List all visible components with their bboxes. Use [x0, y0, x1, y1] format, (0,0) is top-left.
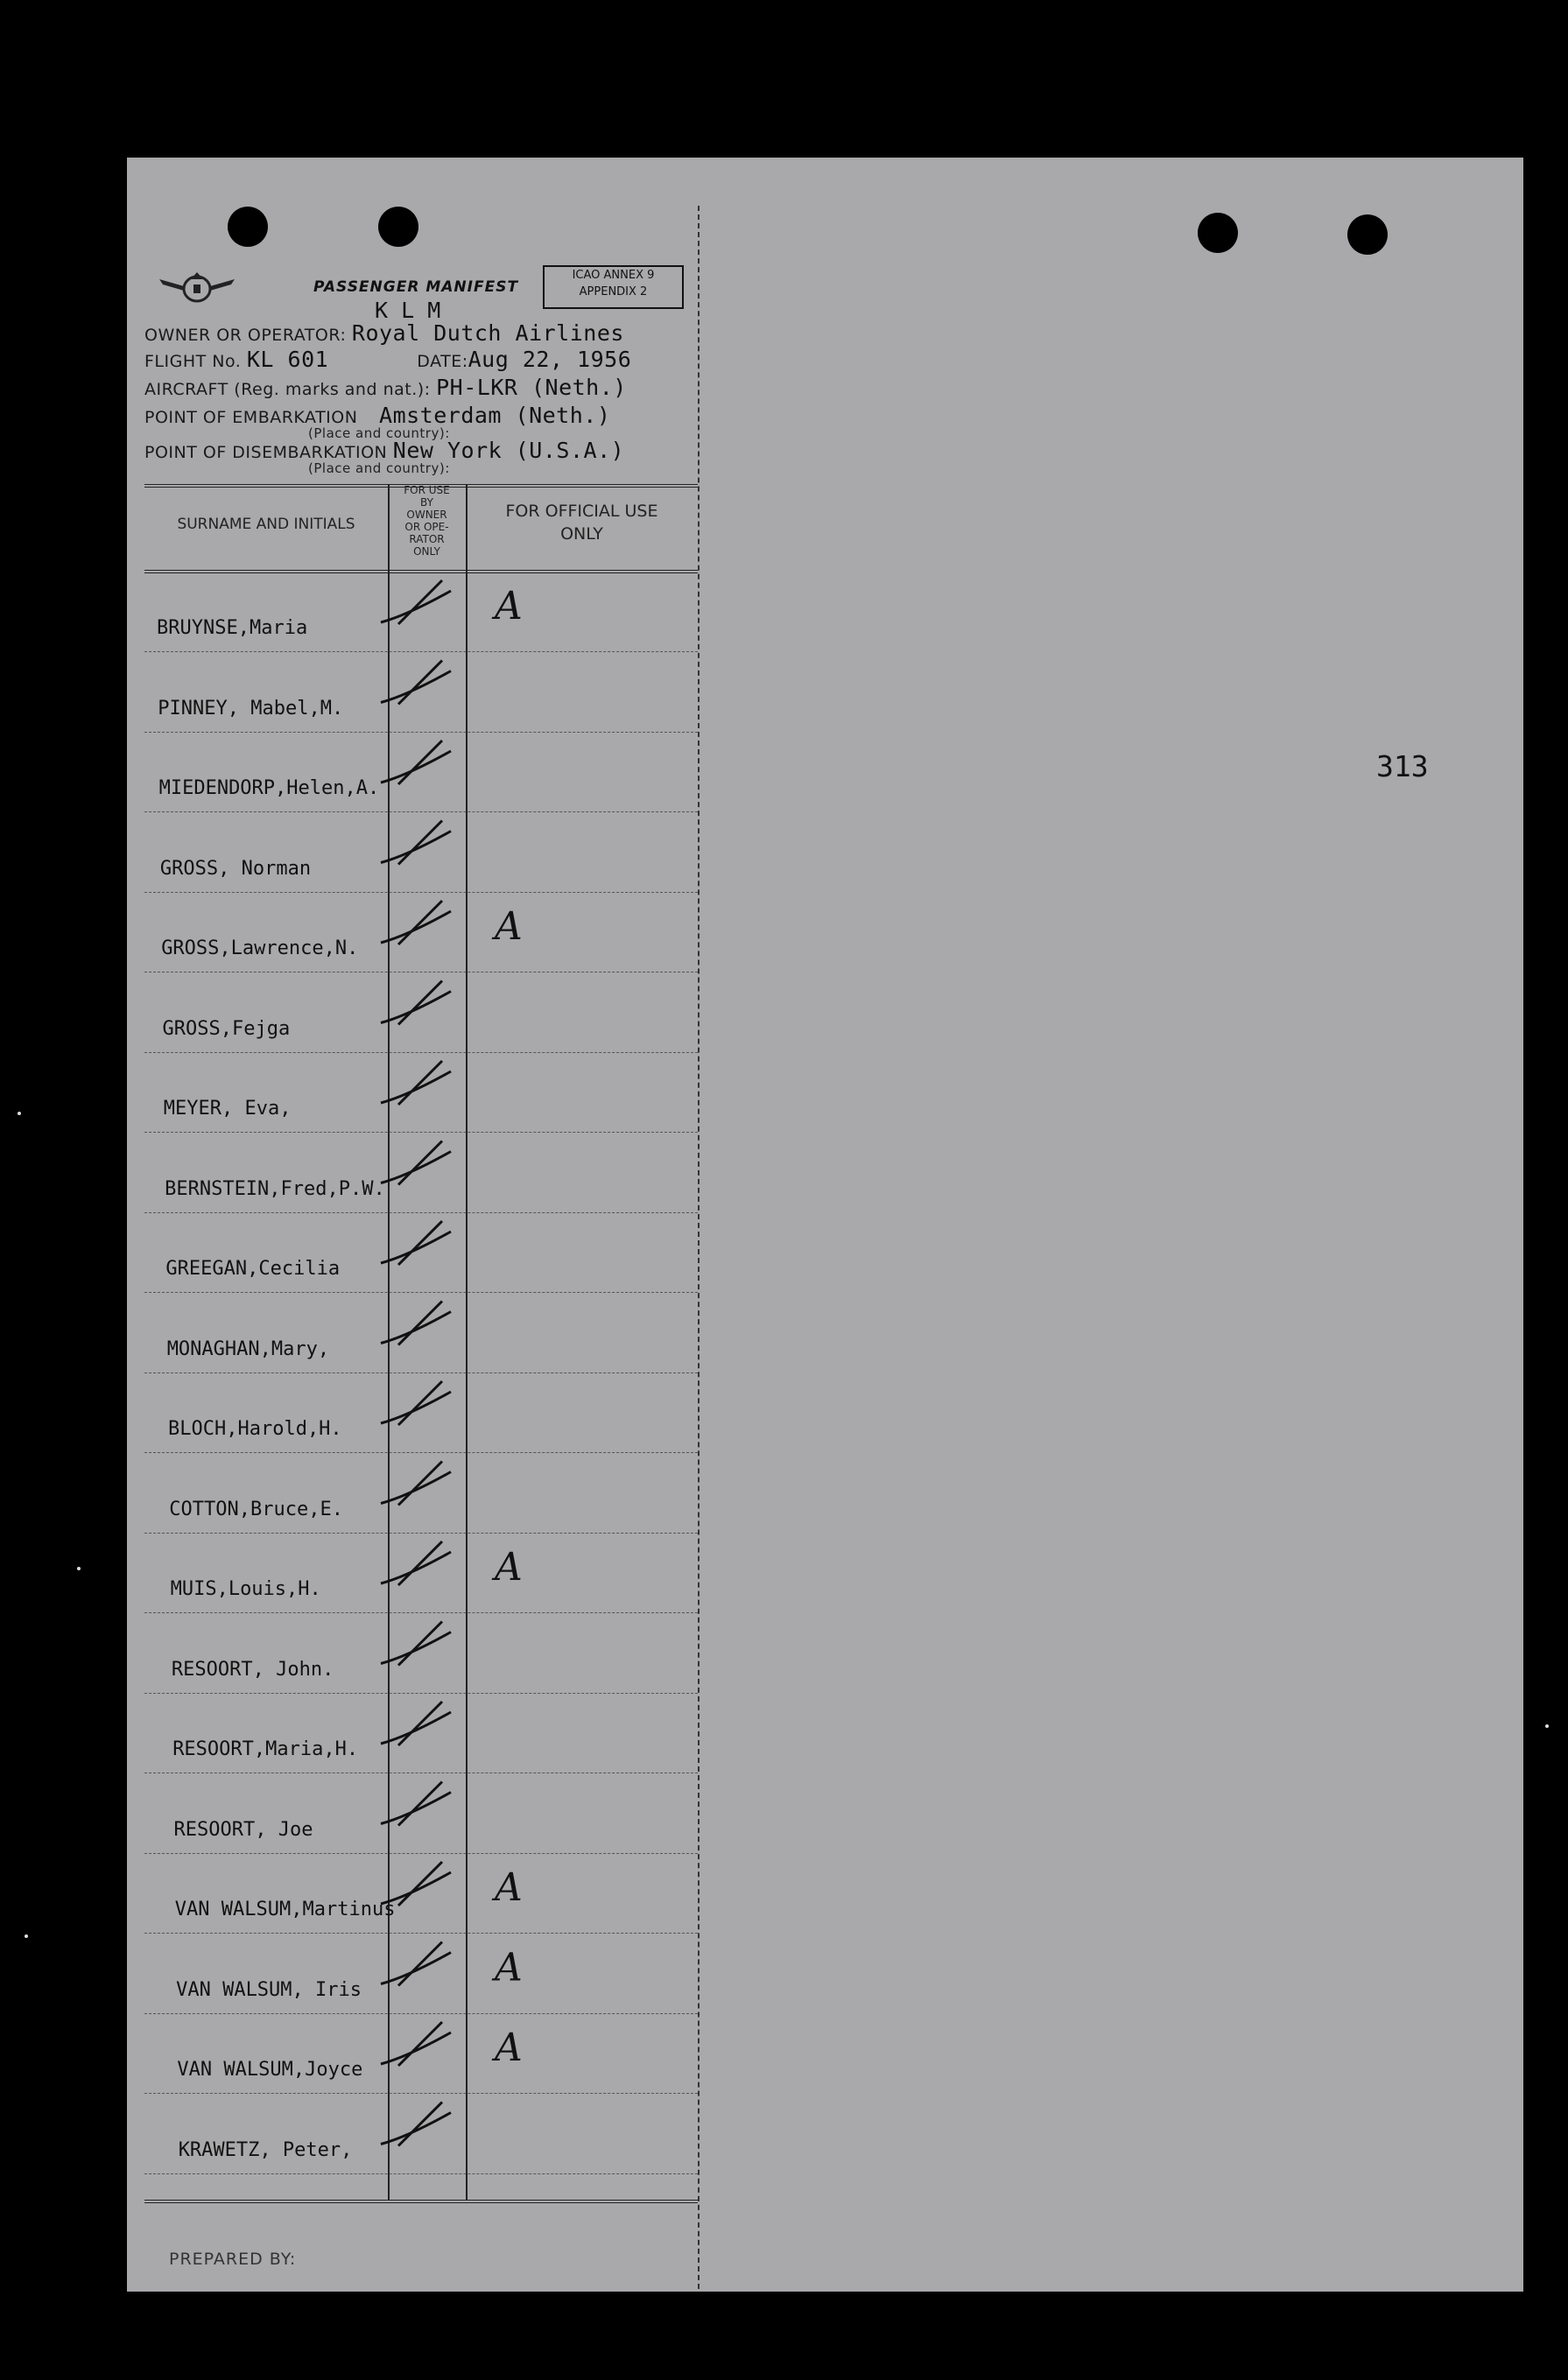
owner-col-l4: OR OPE- — [404, 521, 449, 533]
date-label: DATE: — [417, 352, 468, 371]
check-mark — [381, 1221, 451, 1265]
passenger-name: MIEDENDORP,Helen,A. — [158, 777, 380, 799]
passenger-name: KRAWETZ, Peter, — [178, 2138, 353, 2161]
surname-column-header: SURNAME AND INITIALS — [177, 516, 355, 533]
check-mark — [381, 821, 451, 865]
icao-line-2: APPENDIX 2 — [579, 285, 648, 298]
check-mark — [381, 1541, 451, 1585]
check-mark — [381, 2103, 451, 2146]
official-mark: A — [495, 2025, 523, 2070]
owner-col-l2: BY — [420, 496, 433, 509]
check-mark — [381, 661, 451, 705]
passenger-name: RESOORT, John. — [171, 1658, 334, 1681]
check-mark — [381, 1782, 451, 1826]
aircraft-label: AIRCRAFT (Reg. marks and nat.): — [144, 380, 431, 399]
airline-code: K L M — [375, 298, 441, 323]
check-mark — [381, 1141, 451, 1185]
official-col-l1: FOR OFFICIAL USE — [505, 502, 658, 521]
check-mark — [381, 1942, 451, 1986]
passenger-name: RESOORT, Joe — [173, 1818, 313, 1841]
passenger-name: MONAGHAN,Mary, — [166, 1337, 330, 1360]
embarkation-label: POINT OF EMBARKATION — [144, 408, 358, 427]
passenger-name: COTTON,Bruce,E. — [169, 1498, 343, 1520]
date-value: Aug 22, 1956 — [468, 347, 632, 372]
disembarkation-label: POINT OF DISEMBARKATION — [144, 443, 388, 462]
icao-line-1: ICAO ANNEX 9 — [572, 269, 655, 282]
check-mark — [381, 1862, 451, 1906]
passenger-name: BERNSTEIN,Fred,P.W. — [165, 1177, 385, 1200]
official-mark: A — [495, 1945, 523, 1990]
official-mark: A — [495, 584, 523, 628]
owner-col-l3: OWNER — [406, 509, 447, 521]
passenger-name: VAN WALSUM,Joyce — [177, 2059, 363, 2081]
disembarkation-value: New York (U.S.A.) — [392, 438, 625, 463]
official-mark: A — [495, 1545, 523, 1590]
passenger-name: BRUYNSE,Maria — [157, 617, 308, 639]
aircraft-value: PH-LKR (Neth.) — [436, 375, 627, 400]
form-title: PASSENGER MANIFEST — [313, 278, 519, 296]
owner-label: OWNER OR OPERATOR: — [144, 326, 347, 345]
passenger-name: GROSS,Lawrence,N. — [161, 937, 359, 959]
passenger-name: RESOORT,Maria,H. — [172, 1738, 359, 1760]
owner-col-l6: ONLY — [413, 545, 440, 558]
check-mark — [381, 981, 451, 1025]
check-mark — [381, 1302, 451, 1345]
embarkation-value: Amsterdam (Neth.) — [379, 403, 611, 428]
passenger-name: GROSS,Fejga — [162, 1017, 291, 1040]
embarkation-hint: (Place and country): — [308, 425, 450, 441]
check-mark — [381, 901, 451, 944]
flight-label: FLIGHT No. — [144, 352, 242, 371]
passenger-name: PINNEY, Mabel,M. — [158, 697, 344, 720]
prepared-by-label: PREPARED BY: — [169, 2250, 297, 2269]
passenger-name: MEYER, Eva, — [163, 1098, 292, 1120]
check-mark — [381, 1381, 451, 1425]
check-mark — [381, 2022, 451, 2066]
check-mark — [381, 580, 451, 624]
check-mark — [381, 1622, 451, 1666]
check-mark — [381, 741, 451, 784]
check-mark — [381, 1702, 451, 1745]
owner-col-l1: FOR USE — [404, 484, 450, 496]
check-mark — [381, 1061, 451, 1105]
official-col-l2: ONLY — [560, 524, 603, 544]
passenger-name: BLOCH,Harold,H. — [168, 1418, 342, 1440]
flight-value: KL 601 — [246, 347, 329, 372]
passenger-name: MUIS,Louis,H. — [170, 1578, 321, 1600]
passenger-name: VAN WALSUM, Iris — [176, 1978, 362, 2001]
passenger-name: GROSS, Norman — [159, 857, 312, 880]
disembarkation-hint: (Place and country): — [308, 460, 450, 476]
page-number: 313 — [1376, 749, 1429, 783]
owner-value: Royal Dutch Airlines — [351, 320, 624, 346]
official-mark: A — [495, 1865, 523, 1910]
passenger-name: GREEGAN,Cecilia — [165, 1258, 341, 1280]
owner-col-l5: RATOR — [409, 533, 445, 545]
official-mark: A — [495, 904, 523, 949]
passenger-name: VAN WALSUM,Martinus — [174, 1899, 396, 1920]
check-mark — [381, 1462, 451, 1506]
